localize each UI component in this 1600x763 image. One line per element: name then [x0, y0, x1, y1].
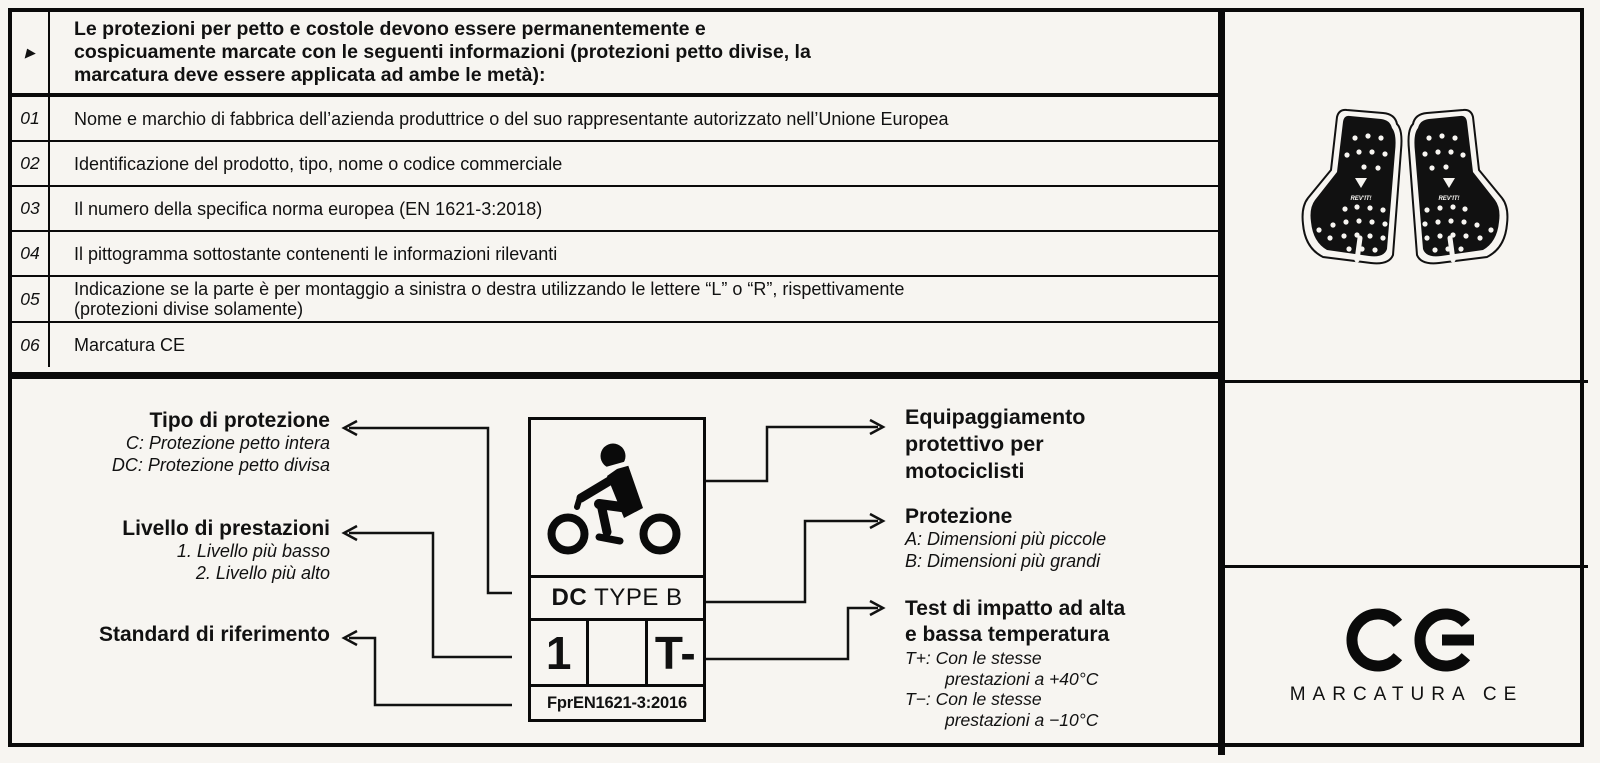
row-text: Il pittogramma sottostante contenenti le informazioni rilevanti	[74, 243, 558, 264]
brand-logo-text: REV'IT!	[1350, 196, 1372, 202]
label-sub: A: Dimensioni più piccole	[905, 529, 1107, 549]
right-divider-1	[1225, 380, 1588, 383]
motorcyclist-icon	[531, 420, 703, 572]
row-text: Nome e marchio di fabbrica dell’azienda produttrice o del suo rappresentante autorizzato nell’Unione Europea	[74, 108, 949, 129]
label-title: Tipo di protezione	[149, 409, 330, 432]
performance-level-cell: 1	[545, 626, 572, 679]
label-sub: C: Protezione petto intera	[125, 433, 330, 453]
type-row	[531, 578, 703, 621]
row-number: 06	[12, 323, 50, 367]
label-sub: 2. Livello più alto	[195, 562, 330, 583]
row-number: 02	[12, 142, 50, 185]
type-rest: TYPE B	[594, 584, 683, 611]
row-number: 04	[12, 232, 50, 275]
header-marker-cell	[12, 12, 50, 93]
table-row	[12, 232, 1218, 277]
triangle-marker-icon: ▶	[25, 44, 35, 60]
label-tipo-di-protezione	[112, 409, 330, 476]
connector-protezione	[706, 521, 878, 602]
marking-requirements-table	[12, 12, 1218, 367]
label-title: Livello di prestazioni	[122, 517, 330, 540]
label-sub: DC: Protezione petto divisa	[111, 454, 330, 475]
row-number: 05	[12, 277, 50, 321]
left-pad	[1303, 110, 1402, 263]
label-title: Test di impatto ad alta	[905, 597, 1126, 620]
brand-logo-text: REV'IT!	[1438, 196, 1460, 202]
standard-reference-cell: FprEN1621-3:2016	[547, 693, 687, 712]
label-title: e bassa temperatura	[905, 623, 1110, 646]
pictogram-diagram	[12, 379, 1218, 751]
chest-protector-image	[1298, 108, 1512, 268]
label-protezione	[905, 505, 1106, 572]
left-horizontal-divider	[12, 372, 1218, 379]
label-livello-di-prestazioni	[122, 517, 330, 584]
table-header-text: Le protezioni per petto e costole devono essere permanentemente e cospicuamente marcate con le seguenti informazioni (protezioni petto divise, la marcatura deve essere applicata ad ambe le metà):	[74, 18, 811, 86]
type-code: DC	[551, 584, 588, 611]
label-test-impatto	[905, 596, 1125, 730]
row-text-line1: Indicazione se la parte è per montaggio a sinistra o destra utilizzando le lettere “L” o “R”, rispettivamente	[74, 279, 905, 299]
row-text: Marcatura CE	[74, 335, 186, 355]
label-title: protettivo per	[905, 432, 1044, 456]
connector-tipo	[349, 428, 512, 593]
label-title: motociclisti	[905, 459, 1025, 483]
label-title: Standard di riferimento	[98, 623, 330, 646]
vertical-divider	[1218, 8, 1225, 755]
right-pad	[1409, 110, 1508, 263]
label-title: Protezione	[905, 505, 1013, 528]
label-equipaggiamento	[905, 404, 1085, 485]
label-standard-di-riferimento	[99, 623, 330, 647]
row-text: Identificazione del prodotto, tipo, nome o codice commerciale	[74, 153, 563, 174]
ce-caption: MARCATURA CE	[1289, 684, 1524, 705]
temperature-cell: T-	[654, 626, 696, 679]
empty-cell	[586, 621, 647, 684]
right-divider-2	[1225, 565, 1588, 568]
connector-test	[706, 608, 878, 659]
row-text	[50, 279, 1218, 319]
label-sub: T−: Con le stesse	[905, 689, 1042, 709]
label-sub: prestazioni a −10°C	[945, 709, 1099, 730]
motorcyclist-pictogram-cell	[531, 420, 703, 578]
row-number: 01	[12, 97, 50, 140]
label-title: Equipaggiamento	[905, 405, 1086, 429]
row-text-line2: (protezioni divise solamente)	[74, 299, 304, 319]
ce-mark-icon	[1344, 598, 1494, 682]
table-row	[12, 142, 1218, 187]
table-header-row	[12, 12, 1218, 97]
level-cells-row	[531, 621, 703, 687]
label-sub: 1. Livello più basso	[176, 541, 330, 561]
protection-label-pictogram	[528, 417, 706, 722]
label-sub: prestazioni a +40°C	[945, 668, 1099, 689]
label-sub: B: Dimensioni più grandi	[905, 550, 1101, 571]
row-number: 03	[12, 187, 50, 230]
connector-standard	[349, 638, 512, 705]
table-row	[12, 323, 1218, 367]
row-text: Il numero della specifica norma europea (EN 1621-3:2018)	[74, 198, 543, 219]
table-row	[12, 187, 1218, 232]
table-row	[12, 97, 1218, 142]
connector-equipaggiamento	[706, 427, 878, 481]
table-row	[12, 277, 1218, 323]
label-sub: T+: Con le stesse	[905, 648, 1042, 668]
